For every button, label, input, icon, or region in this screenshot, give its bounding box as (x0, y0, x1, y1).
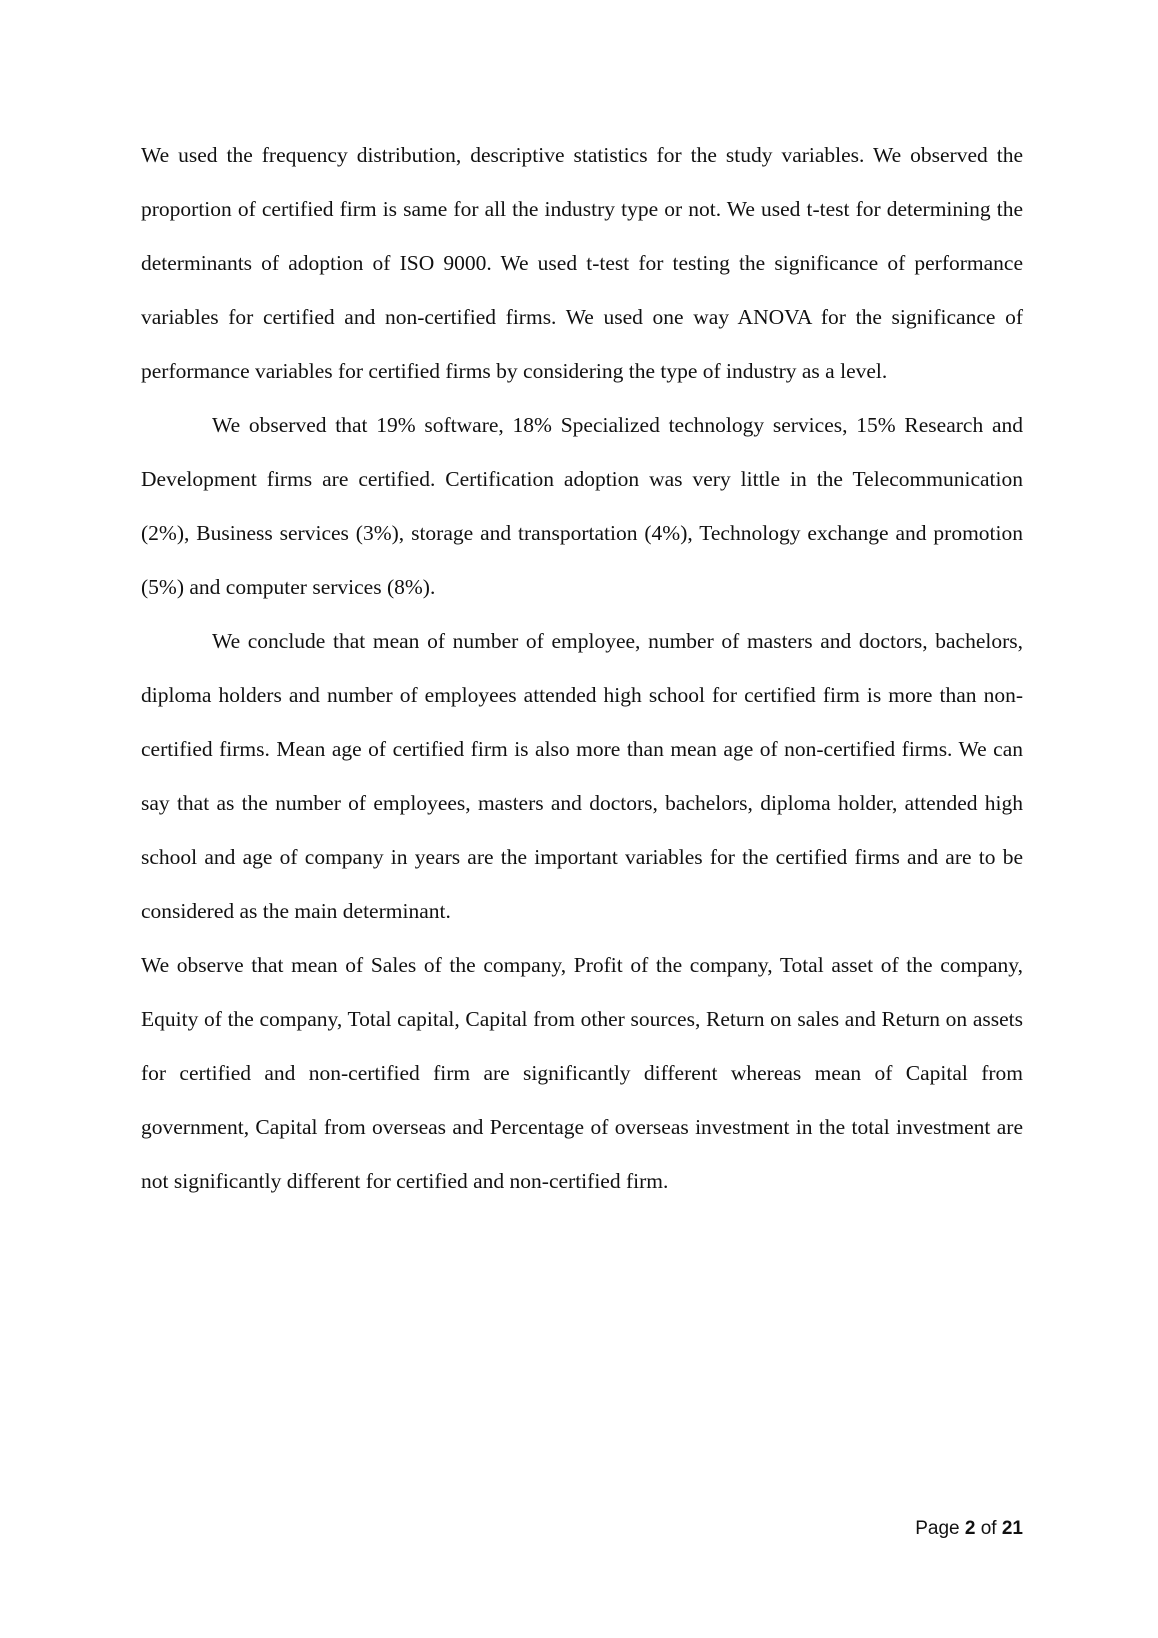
total-pages-number: 21 (1001, 1518, 1023, 1539)
paragraph-financial-observation: We observe that mean of Sales of the company, Profit of the company, Total asset of the company, Equity of the company, Total capital, Capital from other sources, Return on sales and Return on assets for certified and non-certified firm are significantly different whereas mean of Capital from government, Capital from overseas and Percentage of overseas investment in the total investment are not significantly different for certified and non-certified firm. (141, 953, 1023, 1193)
page-prefix: Page (915, 1518, 965, 1539)
current-page-number: 2 (964, 1518, 976, 1539)
paragraph-certification-share: We observed that 19% software, 18% Specialized technology services, 15% Research and Development firms are certified. Certification adoption was very little in the Telecommunication (2%), Business services (3%), storage and transportation (4%), Technology exchange and promotion (5%) and computer services (8%). (141, 413, 1023, 599)
paragraph-employee-conclusion: We conclude that mean of number of employee, number of masters and doctors, bachelors, diploma holders and number of employees attended high school for certified firm is more than non-certified firms. Mean age of certified firm is also more than mean age of non-certified firms. We can say that as the number of employees, masters and doctors, bachelors, diploma holder, attended high school and age of company in years are the important variables for the certified firms and are to be considered as the main determinant. (141, 629, 1023, 923)
page-of-label: of (975, 1518, 1002, 1539)
document-body (141, 128, 1023, 1208)
page-number-footer (915, 1518, 1023, 1540)
paragraph-methods: We used the frequency distribution, descriptive statistics for the study variables. We observed the proportion of certified firm is same for all the industry type or not. We used t-test for determining the determinants of adoption of ISO 9000. We used t-test for testing the significance of performance variables for certified and non-certified firms. We used one way ANOVA for the significance of performance variables for certified firms by considering the type of industry as a level. (141, 143, 1023, 383)
